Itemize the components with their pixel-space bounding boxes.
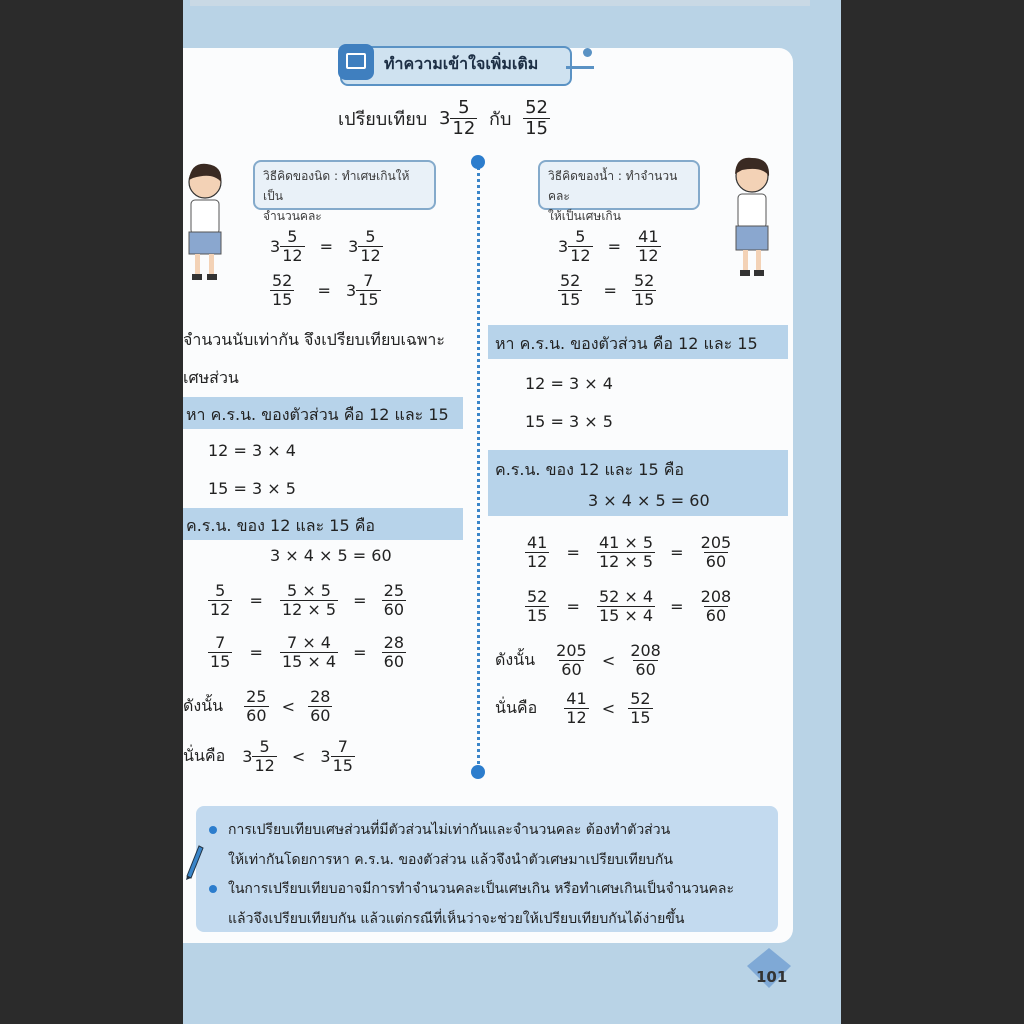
bubble-left-line2: จำนวนคละ <box>263 208 322 223</box>
title-decoration-dot <box>583 48 592 57</box>
right-factor1: 12 = 3 × 4 <box>525 374 613 393</box>
bullet-1 <box>209 826 217 834</box>
bullet-2 <box>209 885 217 893</box>
summary-b1-line2: ให้เท่ากันโดยการหา ค.ร.น. ของตัวส่วน แล้วจึงนำตัวเศษมาเปรียบเทียบกัน <box>228 852 673 868</box>
bubble-right-line1: วิธีคิดของน้ำ : ทำจำนวนคละ <box>548 169 678 203</box>
column-divider <box>477 160 480 772</box>
right-thatis: นั่นคือ $\frac{41}{12}$ < $\frac{52}{15}$ <box>495 689 651 727</box>
right-conversion-1: $\frac{41}{12}$ = $\frac{41 \times 5}{12 \times 5}$ = $\frac{205}{60}$ <box>527 533 732 571</box>
right-eq1: 3 $\frac{5}{12}$ = $\frac{41}{12}$ <box>558 227 659 265</box>
right-therefore: ดังนั้น $\frac{205}{60}$ < $\frac{208}{60}$ <box>495 641 661 679</box>
left-conversion-1: $\frac{5}{12}$ = $\frac{5 \times 5}{12 \times 5}$ = $\frac{25}{60}$ <box>210 581 405 619</box>
left-factor1: 12 = 3 × 4 <box>208 441 296 460</box>
summary-b1-line1: การเปรียบเทียบเศษส่วนที่มีตัวส่วนไม่เท่ากันและจำนวนคละ ต้องทำตัวส่วน <box>228 822 671 838</box>
question-whole: 3 <box>438 108 451 130</box>
summary-b2-line1: ในการเปรียบเทียบอาจมีการทำจำนวนคละเป็นเศษเกิน หรือทำเศษเกินเป็นจำนวนคละ <box>228 881 735 897</box>
left-factor2: 15 = 3 × 5 <box>208 479 296 498</box>
right-factor2: 15 = 3 × 5 <box>525 412 613 431</box>
left-thatis: นั่นคือ 3 $\frac{5}{12}$ < 3 $\frac{7}{15}$ <box>183 737 353 775</box>
left-eq2: $\frac{52}{15}$ = 3 $\frac{7}{15}$ <box>272 271 379 309</box>
right-lcm-label: ค.ร.น. ของ 12 และ 15 คือ <box>495 460 685 479</box>
left-therefore: ดังนั้น $\frac{25}{60}$ < $\frac{28}{60}$ <box>183 687 331 725</box>
left-note-line2: เศษส่วน <box>183 368 239 387</box>
section-title: ทำความเข้าใจเพิ่มเติม <box>384 54 539 73</box>
page-top-strip <box>190 0 810 6</box>
speech-bubble-left <box>253 160 436 223</box>
bubble-left-line1: วิธีคิดของนิด : ทำเศษเกินให้เป็น <box>263 169 410 203</box>
left-eq1: 3 $\frac{5}{12}$ = 3 $\frac{5}{12}$ <box>270 227 381 265</box>
right-lcm-value: 3 × 4 × 5 = 60 <box>588 491 710 510</box>
right-conversion-2: $\frac{52}{15}$ = $\frac{52 \times 4}{15 \times 4}$ = $\frac{208}{60}$ <box>527 587 732 625</box>
question-connector: กับ <box>489 109 512 131</box>
left-note-line1: จำนวนนับเท่ากัน จึงเปรียบเทียบเฉพาะ <box>183 330 445 349</box>
divider-dot-bottom <box>471 765 485 779</box>
right-eq2: $\frac{52}{15}$ = $\frac{52}{15}$ <box>560 271 655 309</box>
bubble-right-line2: ให้เป็นเศษเกิน <box>548 208 621 223</box>
question-prefix: เปรียบเทียบ <box>338 109 428 131</box>
pencil-icon <box>183 840 205 880</box>
page-number: 101 <box>756 968 788 986</box>
screen-icon <box>338 44 374 80</box>
divider-dot-top <box>471 155 485 169</box>
left-lcm-label: ค.ร.น. ของ 12 และ 15 คือ <box>186 516 376 535</box>
left-lcm-value: 3 × 4 × 5 = 60 <box>270 546 392 565</box>
question-fraction-1: $\frac{5}{12}$ <box>452 97 476 140</box>
girl-illustration-left <box>183 160 233 285</box>
question-line <box>338 98 550 139</box>
speech-bubble-right <box>538 160 700 223</box>
title-decoration <box>566 66 594 69</box>
right-lcm-heading: หา ค.ร.น. ของตัวส่วน คือ 12 และ 15 <box>495 334 758 353</box>
left-lcm-heading: หา ค.ร.น. ของตัวส่วน คือ 12 และ 15 <box>186 405 449 424</box>
left-conversion-2: $\frac{7}{15}$ = $\frac{7 \times 4}{15 \times 4}$ = $\frac{28}{60}$ <box>210 633 405 671</box>
summary-b2-line2: แล้วจึงเปรียบเทียบกัน แล้วแต่กรณีที่เห็นว่าจะช่วยให้เปรียบเทียบกันได้ง่ายขึ้น <box>228 911 685 927</box>
girl-illustration-right <box>722 156 782 284</box>
question-fraction-2: $\frac{52}{15}$ <box>525 97 549 140</box>
